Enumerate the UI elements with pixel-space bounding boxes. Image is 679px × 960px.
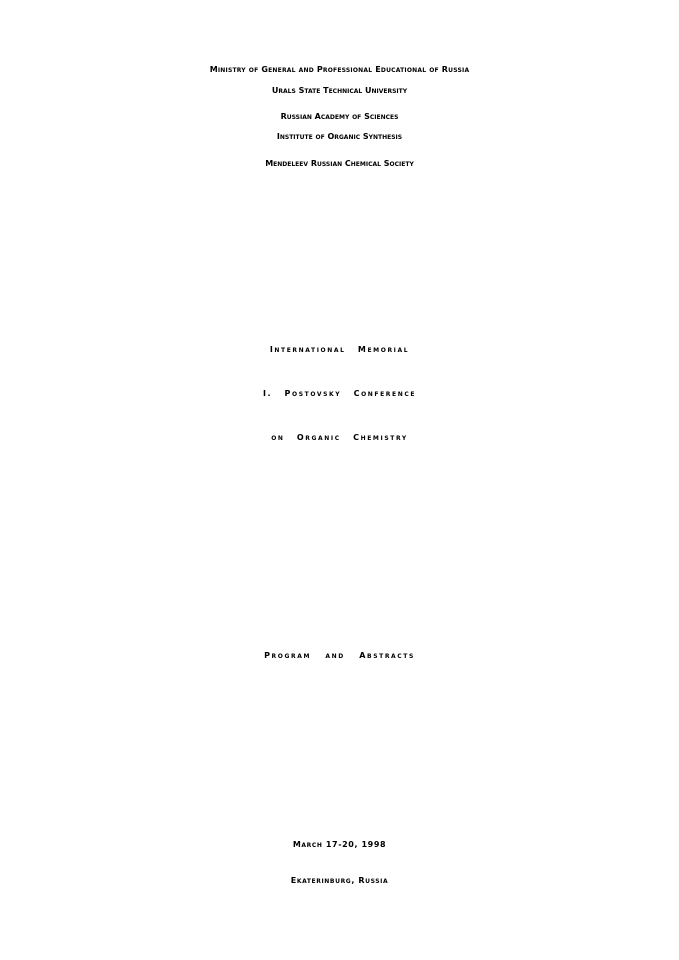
conference-title-line-2: I. Postovsky Conference [262,389,417,398]
conference-location: Ekaterinburg, Russia [290,876,389,885]
conference-title-line-3: on Organic Chemistry [271,433,408,442]
organizer-academy: Russian Academy of Sciences [280,112,399,121]
organizer-ministry: Ministry of General and Professional Educational of Russia [209,65,470,74]
program-title: Program and Abstracts [264,651,415,660]
conference-title-line-1: International Memorial [269,345,410,354]
organizer-society: Mendeleev Russian Chemical Society [265,159,414,168]
conference-date: March 17-20, 1998 [292,840,387,849]
organizer-university: Urals State Technical University [271,86,408,95]
organizer-institute: Institute of Organic Synthesis [276,132,403,141]
